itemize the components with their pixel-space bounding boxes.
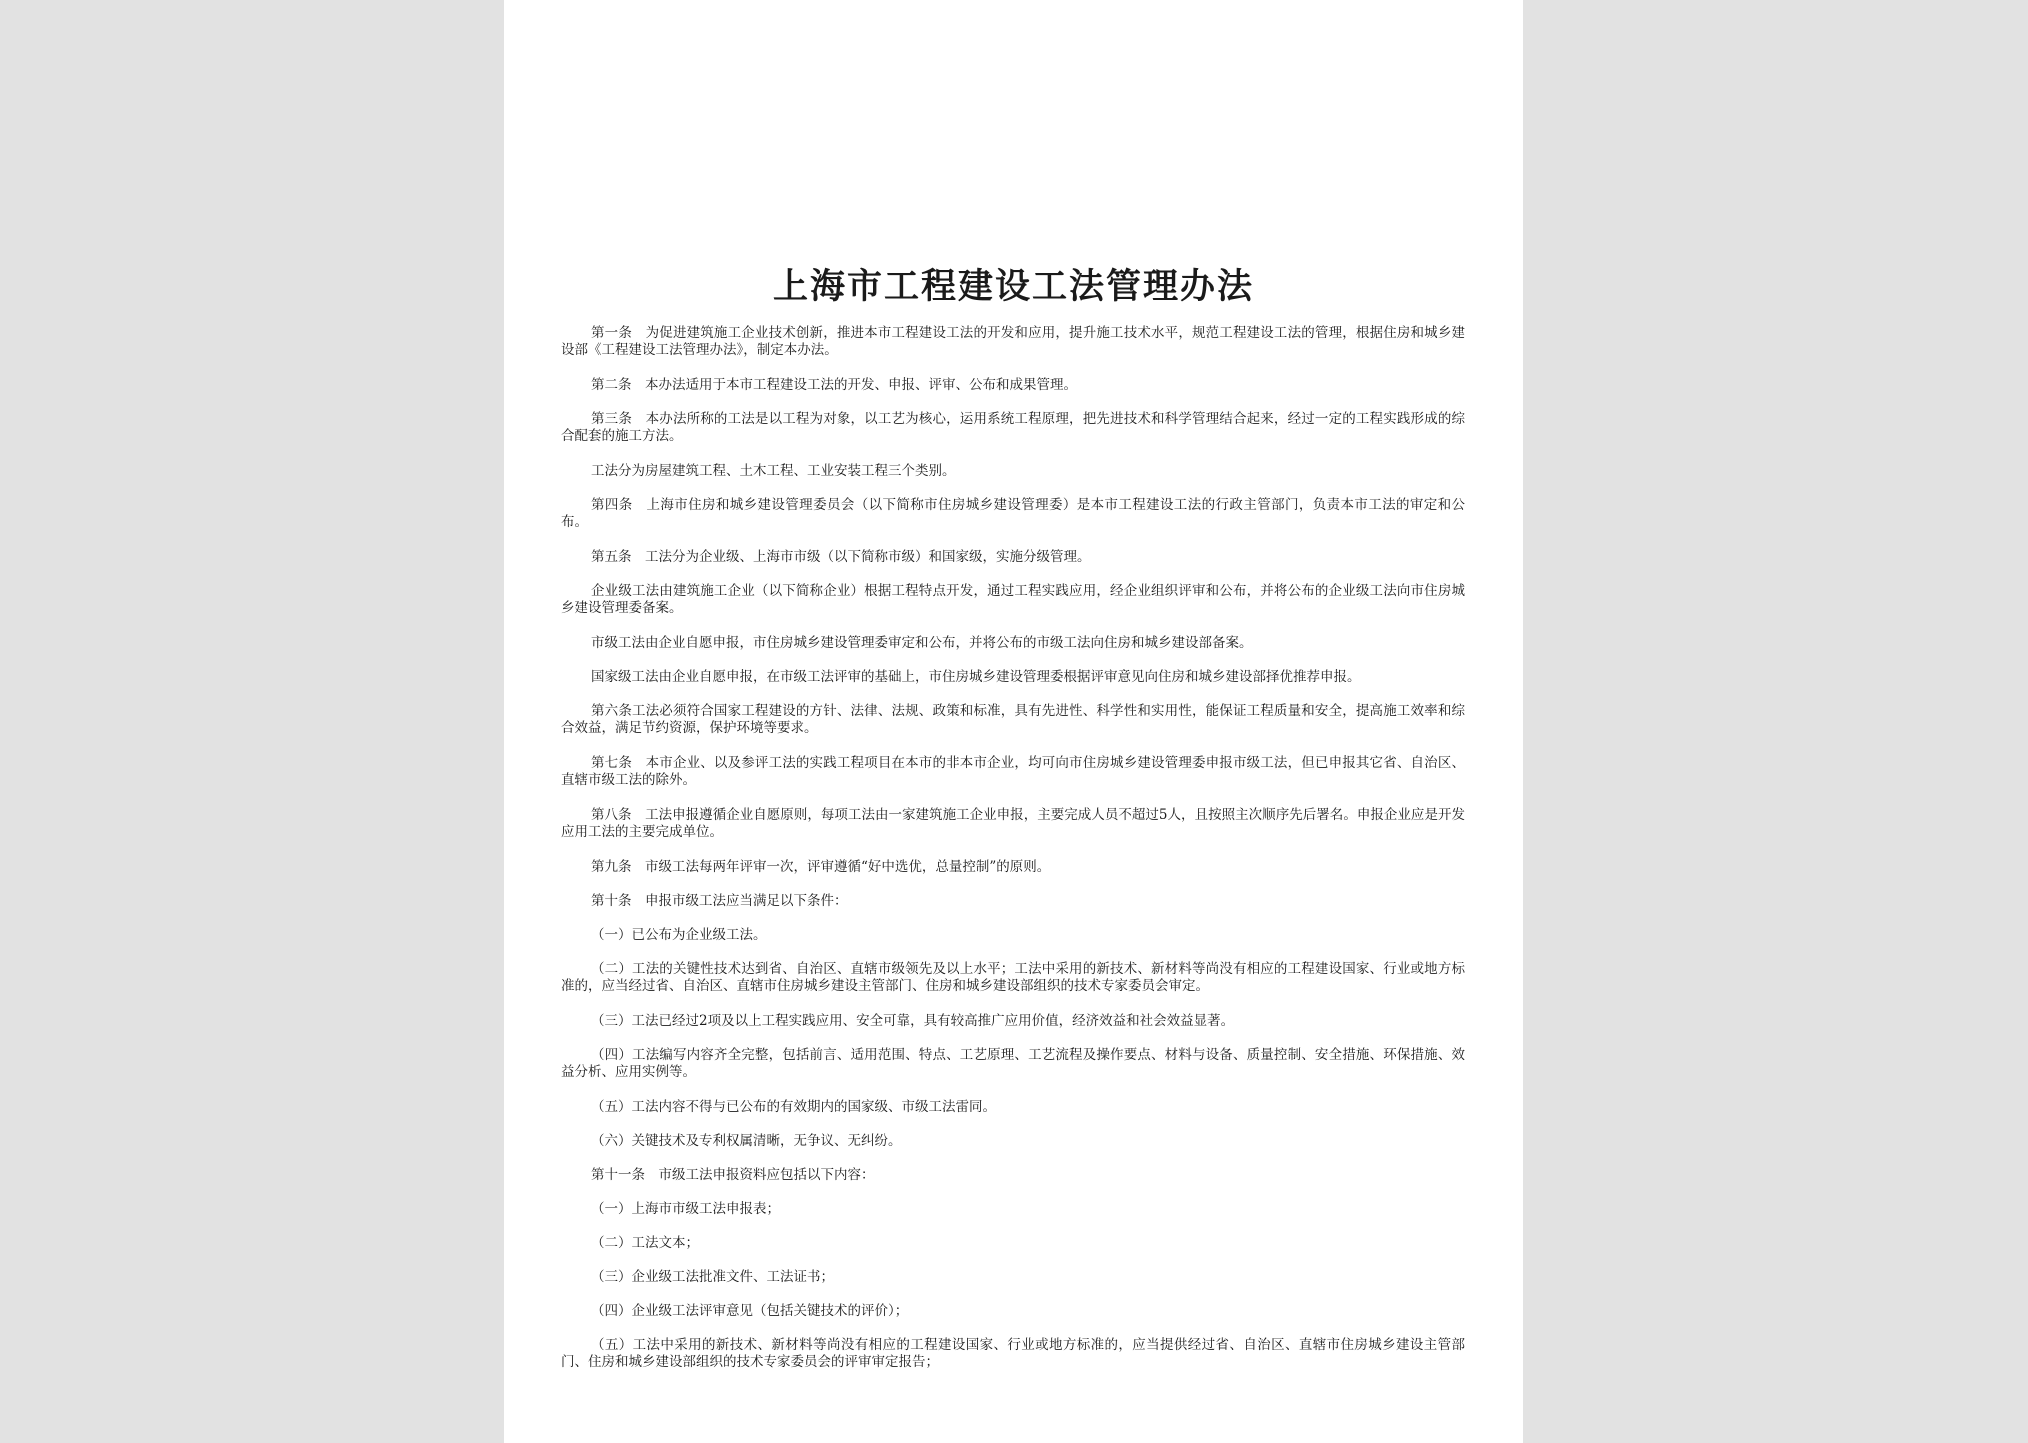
condition-1-item: （一）已公布为企业级工法。 [591, 927, 767, 943]
condition-4-item: （四）工法编写内容齐全完整，包括前言、适用范围、特点、工艺原理、工艺流程及操作要点、材料与设备、质量控制、安全措施、环保措施、效益分析、应用实例等。 [561, 1047, 1465, 1080]
material-2-item: （二）工法文本； [591, 1235, 699, 1251]
condition-3-item: （三）工法已经过2项及以上工程实践应用、安全可靠，具有较高推广应用价值，经济效益和社会效益显著。 [591, 1013, 1235, 1029]
material-1-item: （一）上海市市级工法申报表； [591, 1201, 780, 1217]
paragraph-enterprise-level: 企业级工法由建筑施工企业（以下简称企业）根据工程特点开发，通过工程实践应用，经企业组织评审和公布，并将公布的企业级工法向市住房城乡建设管理委备案。 [561, 583, 1465, 616]
article-8-paragraph: 第八条 工法申报遵循企业自愿原则，每项工法由一家建筑施工企业申报，主要完成人员不超过5人，且按照主次顺序先后署名。申报企业应是开发应用工法的主要完成单位。 [561, 807, 1465, 840]
article-2-paragraph: 第二条 本办法适用于本市工程建设工法的开发、申报、评审、公布和成果管理。 [591, 377, 1077, 393]
paragraph-national-level: 国家级工法由企业自愿申报，在市级工法评审的基础上，市住房城乡建设管理委根据评审意见向住房和城乡建设部择优推荐申报。 [591, 669, 1361, 685]
material-5-item: （五）工法中采用的新技术、新材料等尚没有相应的工程建设国家、行业或地方标准的，应当提供经过省、自治区、直辖市住房城乡建设主管部门、住房和城乡建设部组织的技术专家委员会的评审审定报告； [561, 1337, 1465, 1370]
paragraph-work-method-categories: 工法分为房屋建筑工程、土木工程、工业安装工程三个类别。 [591, 463, 956, 479]
article-5-paragraph: 第五条 工法分为企业级、上海市市级（以下简称市级）和国家级，实施分级管理。 [591, 549, 1091, 565]
document-title: 上海市工程建设工法管理办法 [772, 266, 1254, 307]
article-10-paragraph: 第十条 申报市级工法应当满足以下条件： [591, 893, 848, 909]
condition-5-item: （五）工法内容不得与已公布的有效期内的国家级、市级工法雷同。 [591, 1099, 996, 1115]
article-6-paragraph: 第六条工法必须符合国家工程建设的方针、法律、法规、政策和标准，具有先进性、科学性和实用性，能保证工程质量和安全，提高施工效率和综合效益，满足节约资源，保护环境等要求。 [561, 703, 1465, 736]
document-page [504, 0, 1523, 1443]
article-4-paragraph: 第四条 上海市住房和城乡建设管理委员会（以下简称市住房城乡建设管理委）是本市工程建设工法的行政主管部门，负责本市工法的审定和公布。 [561, 497, 1465, 530]
condition-6-item: （六）关键技术及专利权属清晰，无争议、无纠纷。 [591, 1133, 902, 1149]
article-3-paragraph: 第三条 本办法所称的工法是以工程为对象，以工艺为核心，运用系统工程原理，把先进技术和科学管理结合起来，经过一定的工程实践形成的综合配套的施工方法。 [561, 411, 1465, 444]
material-4-item: （四）企业级工法评审意见（包括关键技术的评价）； [591, 1303, 909, 1319]
article-1-paragraph: 第一条 为促进建筑施工企业技术创新，推进本市工程建设工法的开发和应用，提升施工技术水平，规范工程建设工法的管理，根据住房和城乡建设部《工程建设工法管理办法》，制定本办法。 [561, 325, 1465, 358]
paragraph-municipal-level: 市级工法由企业自愿申报，市住房城乡建设管理委审定和公布，并将公布的市级工法向住房和城乡建设部备案。 [591, 635, 1253, 651]
article-11-paragraph: 第十一条 市级工法申报资料应包括以下内容： [591, 1167, 875, 1183]
material-3-item: （三）企业级工法批准文件、工法证书； [591, 1269, 834, 1285]
condition-2-item: （二）工法的关键性技术达到省、自治区、直辖市级领先及以上水平；工法中采用的新技术、新材料等尚没有相应的工程建设国家、行业或地方标准的，应当经过省、自治区、直辖市住房城乡建设主管部门、住房和城乡建设部组织的技术专家委员会审定。 [561, 961, 1465, 994]
article-9-paragraph: 第九条 市级工法每两年评审一次，评审遵循“好中选优，总量控制”的原则。 [591, 859, 1051, 875]
article-7-paragraph: 第七条 本市企业、以及参评工法的实践工程项目在本市的非本市企业，均可向市住房城乡建设管理委申报市级工法，但已申报其它省、自治区、直辖市级工法的除外。 [561, 755, 1465, 788]
